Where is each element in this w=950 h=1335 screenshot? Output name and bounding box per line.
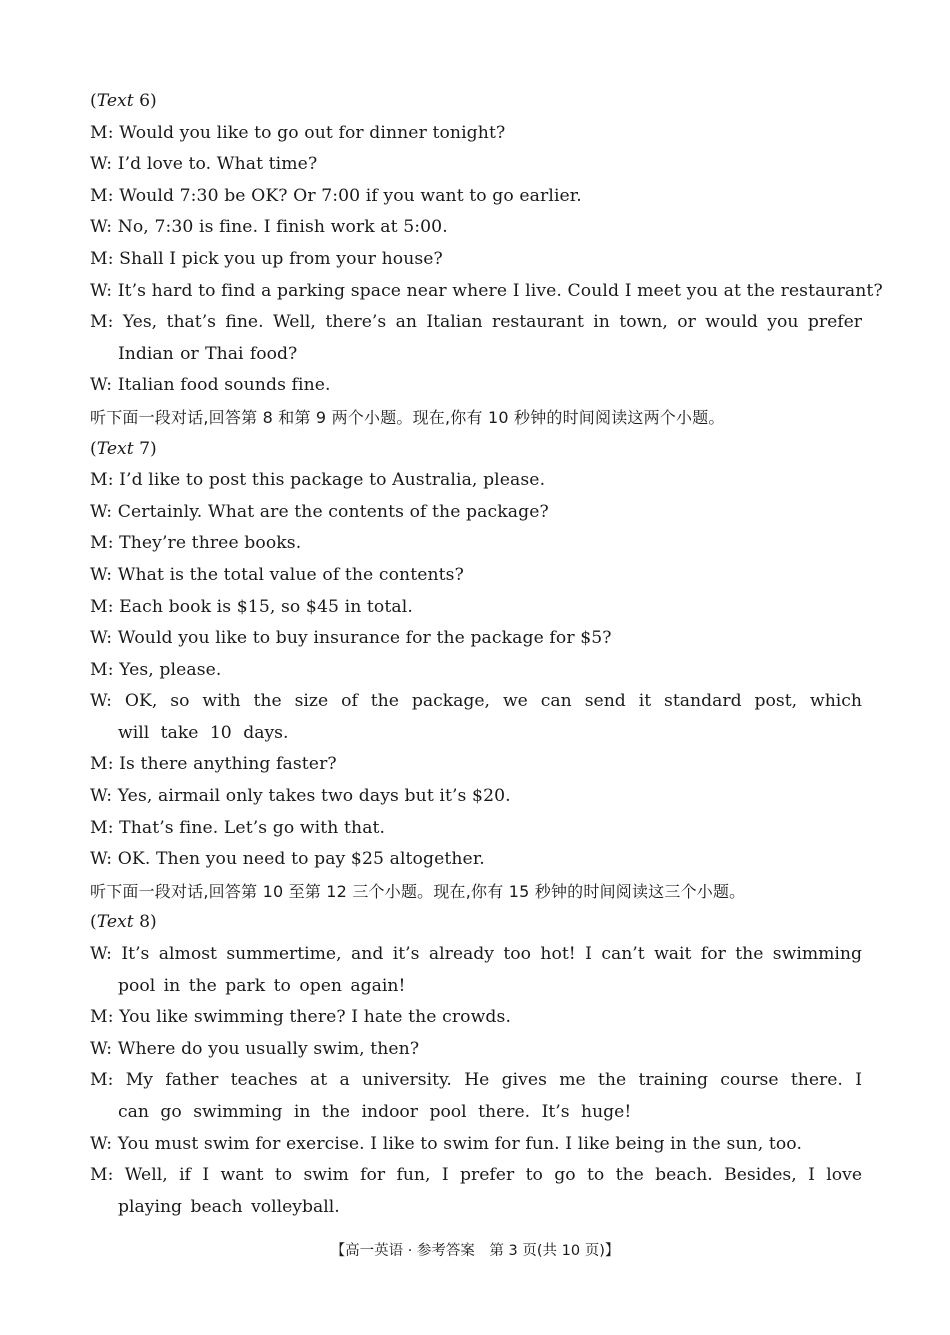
instruction-questions-10-12: 听下面一段对话,回答第 10 至第 12 三个小题。现在,你有 15 秒钟的时间阅读这三个小题。 — [90, 881, 746, 901]
dialogue-line: M: They’re three books. — [90, 533, 302, 554]
dialogue-line: M: Shall I pick you up from your house? — [90, 248, 443, 269]
dialogue-line: W: I’d love to. What time? — [90, 154, 318, 175]
dialogue-line: M: My father teaches at a university. He gives me the training course there. I can go swimming in the indoor pool there. It’s huge! — [90, 1070, 862, 1122]
dialogue-line: W: Would you like to buy insurance for the package for $5? — [90, 628, 612, 649]
page-footer: 【高一英语 · 参考答案 第 3 页(共 10 页)】 — [330, 1243, 620, 1259]
dialogue-line: W: It’s almost summertime, and it’s already too hot! I can’t wait for the swimming pool in the park to open again! — [90, 944, 862, 996]
dialogue-line: W: Certainly. What are the contents of the package? — [90, 501, 549, 522]
text8-heading: (Text 8) — [90, 912, 157, 933]
dialogue-line: W: OK. Then you need to pay $25 altogether. — [90, 849, 485, 870]
document-page — [90, 86, 883, 1223]
text7-heading: (Text 7) — [90, 438, 157, 459]
dialogue-line: M: Each book is $15, so $45 in total. — [90, 596, 413, 617]
dialogue-line: M: Is there anything faster? — [90, 754, 337, 775]
dialogue-line: W: OK, so with the size of the package, we can send it standard post, which will take 10 days. — [90, 691, 862, 743]
dialogue-line: W: Yes, airmail only takes two days but it’s $20. — [90, 786, 511, 807]
dialogue-line: M: Would you like to go out for dinner tonight? — [90, 122, 506, 143]
dialogue-line: M: Well, if I want to swim for fun, I prefer to go to the beach. Besides, I love playing beach volleyball. — [90, 1165, 862, 1217]
text6-heading: (Text 6) — [90, 91, 157, 111]
dialogue-line: M: Would 7:30 be OK? Or 7:00 if you want to go earlier. — [90, 185, 582, 206]
dialogue-line: W: What is the total value of the contents? — [90, 564, 464, 585]
dialogue-line: M: Yes, that’s fine. Well, there’s an Italian restaurant in town, or would you prefer Indian or Thai food? — [90, 312, 862, 364]
instruction-questions-8-9: 听下面一段对话,回答第 8 和第 9 两个小题。现在,你有 10 秒钟的时间阅读这两个小题。 — [90, 407, 725, 427]
dialogue-line: W: No, 7:30 is fine. I finish work at 5:00. — [90, 217, 448, 238]
dialogue-line: W: Italian food sounds fine. — [90, 375, 331, 396]
dialogue-line: W: You must swim for exercise. I like to swim for fun. I like being in the sun, too. — [90, 1133, 803, 1154]
dialogue-line: M: Yes, please. — [90, 659, 222, 680]
dialogue-line: M: That’s fine. Let’s go with that. — [90, 817, 386, 838]
dialogue-line: W: It’s hard to find a parking space near where I live. Could I meet you at the restaurant? — [90, 280, 883, 301]
dialogue-line: M: You like swimming there? I hate the crowds. — [90, 1007, 512, 1028]
dialogue-line: W: Where do you usually swim, then? — [90, 1038, 420, 1059]
dialogue-line: M: I’d like to post this package to Australia, please. — [90, 470, 546, 491]
